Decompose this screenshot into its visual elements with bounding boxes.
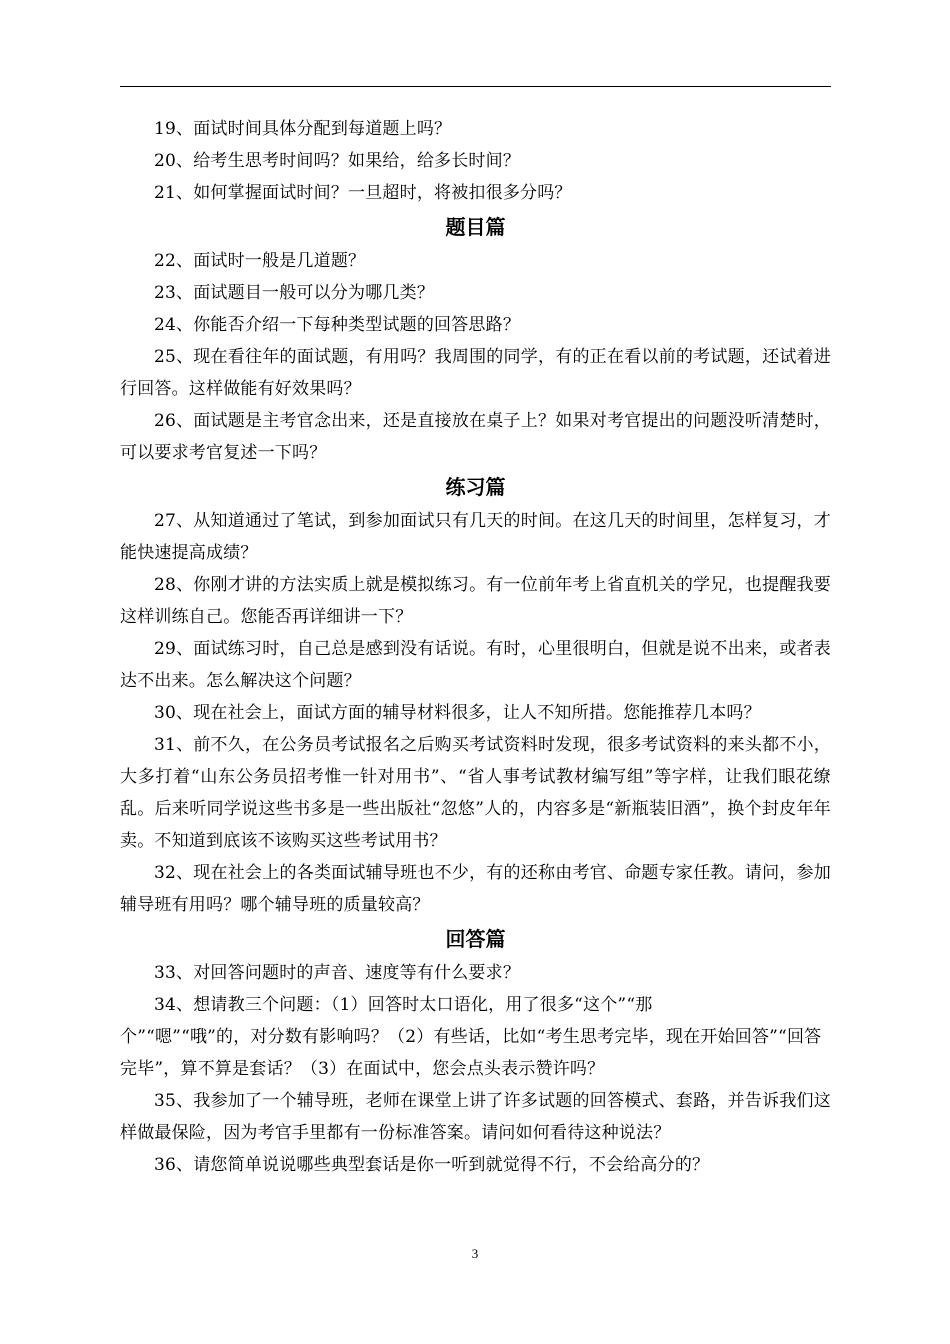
question-34-first-line: 34、想请教三个问题：（1）回答时太口语化，用了很多“这个”“那	[154, 995, 653, 1015]
question-27: 27、从知道通过了笔试，到参加面试只有几天的时间。在这几天的时间里，怎样复习，才能快速提高成绩？	[120, 511, 831, 563]
question-23: 23、面试题目一般可以分为哪几类？	[154, 283, 435, 303]
question-36: 36、请您简单说说哪些典型套话是你一听到就觉得不行，不会给高分的？	[154, 1155, 710, 1175]
section-heading-answer: 回答篇	[445, 927, 506, 951]
question-30: 30、现在社会上，面试方面的辅导材料很多，让人不知所措。您能推荐几本吗？	[154, 703, 761, 723]
header-rule	[120, 86, 831, 87]
question-31: 31、前不久，在公务员考试报名之后购买考试资料时发现，很多考试资料的来头都不小，大多打着“山东公务员招考惟一针对用书”、“省人事考试教材编写组”等字样，让我们眼花缭乱。后来听同学说这些书多是一些出版社“忽悠”人的，内容多是“新瓶装旧酒”，换个封皮年年卖。不知道到底该不该购买这些考试用书？	[120, 735, 831, 851]
question-21: 21、如何掌握面试时间？一旦超时，将被扣很多分吗？	[154, 183, 572, 203]
question-24: 24、你能否介绍一下每种类型试题的回答思路？	[154, 315, 521, 335]
question-33: 33、对回答问题时的声音、速度等有什么要求？	[154, 963, 521, 983]
question-35: 35、我参加了一个辅导班，老师在课堂上讲了许多试题的回答模式、套路，并告诉我们这样做最保险，因为考官手里都有一份标准答案。请问如何看待这种说法？	[120, 1091, 831, 1143]
question-25: 25、现在看往年的面试题，有用吗？我周围的同学，有的正在看以前的考试题，还试着进行回答。这样做能有好效果吗？	[120, 347, 831, 399]
question-22: 22、面试时一般是几道题？	[154, 251, 366, 271]
question-19: 19、面试时间具体分配到每道题上吗？	[154, 119, 452, 139]
document-body	[120, 113, 831, 1181]
question-29: 29、面试练习时，自己总是感到没有话说。有时，心里很明白，但就是说不出来，或者表达不出来。怎么解决这个问题？	[120, 639, 831, 691]
question-34-continuation: 个”“嗯”“哦”的，对分数有影响吗？（2）有些话，比如“考生思考完毕，现在开始回答”“回答完毕”，算不算是套话？（3）在面试中，您会点头表示赞许吗？	[120, 1027, 822, 1079]
question-20: 20、给考生思考时间吗？如果给，给多长时间？	[154, 151, 521, 171]
section-heading-topics: 题目篇	[445, 215, 506, 239]
section-heading-practice: 练习篇	[445, 475, 506, 499]
question-28: 28、你刚才讲的方法实质上就是模拟练习。有一位前年考上省直机关的学兄，也提醒我要这样训练自己。您能否再详细讲一下？	[120, 575, 831, 627]
question-32: 32、现在社会上的各类面试辅导班也不少，有的还称由考官、命题专家任教。请问，参加辅导班有用吗？哪个辅导班的质量较高？	[120, 863, 831, 915]
page-number: 3	[471, 1246, 479, 1261]
question-26: 26、面试题是主考官念出来，还是直接放在桌子上？如果对考官提出的问题没听清楚时，可以要求考官复述一下吗？	[120, 411, 831, 463]
